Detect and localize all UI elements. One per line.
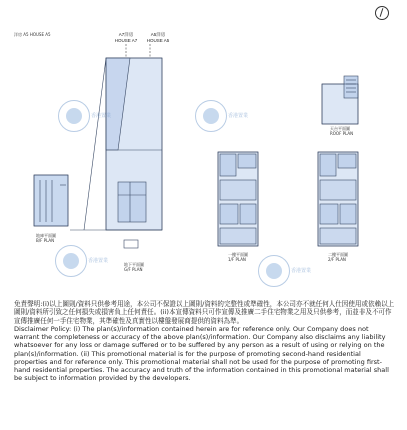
house-a5-tag: [140, 32, 176, 43]
f2-plan-label-zh: 二樓平面圖: [328, 252, 348, 257]
house-a7-zh: A7洋房: [118, 32, 134, 37]
bf-plan-label-en: B/F PLAN: [36, 238, 55, 243]
basement-plan: [34, 175, 68, 226]
f2-plan-label-en: 2/F PLAN: [328, 257, 346, 262]
roof-plan-label: [330, 126, 353, 136]
disclaimer-block: [14, 300, 396, 383]
gf-plan-label-zh: 地下平面圖: [124, 262, 144, 267]
roof-plan: [322, 76, 358, 124]
f1-plan-label: [228, 252, 248, 262]
roof-plan-label-en: ROOF PLAN: [330, 131, 354, 136]
logo-watermark-icon: [58, 100, 90, 132]
header-title: 洋房 A5 HOUSE A5: [14, 32, 51, 37]
ground-floor-site: [70, 58, 162, 248]
watermark-text: 香港置業: [291, 268, 312, 274]
second-floor-plan: [318, 152, 358, 246]
gf-plan-label: [124, 262, 144, 272]
disclaimer-en: Disclaimer Policy: (i) The plan(s)/information contained herein are for reference only. Our Company does not warrant the completeness or accuracy of the above plan(s)/information. Our Company also disclaims any liability whatsoever for any loss or damage suffered or to be suffered by any person as a result of using or relying on the plan(s)/information. (ii) This promotional material is for the purpose of promoting second-hand residential properties and for reference only. This promotional material shall not be used for the purpose of promoting first-hand residential properties. The accuracy and truth of the information contained in this promotional material shall be subject to information provided by the developers.: [14, 324, 389, 383]
gf-plan-label-en: G/F PLAN: [124, 267, 143, 272]
watermark-text: 香港置業: [88, 258, 109, 264]
disclaimer-zh: 免責聲明:(i)以上圖則/資料只供參考用途，本公司不保證以上圖則/資料的完整性或準確性，本公司亦不就任何人仕因使用或依賴以上圖則/資料所引致之任何損失或損害負上任何責任。(ii)本宣傳資料只可作宣傳及推廣二手住宅物業之用及只供參考，而並非及不可作宣傳推廣任何一手住宅物業，其準確性及真實性以樓盤發展商提供的資料為準。: [14, 300, 395, 325]
first-floor-plan: [218, 152, 258, 246]
house-a5-en: HOUSE A5: [146, 37, 170, 43]
house-a5-zh: A5洋房: [150, 32, 166, 37]
f1-plan-label-zh: 一樓平面圖: [228, 252, 248, 257]
house-divider-lines: [126, 44, 150, 58]
house-a7-en: HOUSE A7: [114, 37, 138, 43]
logo-watermark-icon: [258, 255, 290, 287]
house-a7-tag: [108, 32, 144, 43]
logo-watermark-icon: [195, 100, 227, 132]
f1-plan-label-en: 1/F PLAN: [228, 257, 246, 262]
watermark-text: 香港置業: [91, 113, 112, 119]
bf-plan-label: [36, 233, 56, 243]
bf-plan-label-zh: 地庫平面圖: [36, 233, 56, 238]
roof-plan-label-zh: 天台平面圖: [330, 126, 350, 131]
north-arrow-icon: [375, 6, 389, 20]
watermark-text: 香港置業: [228, 113, 249, 119]
logo-watermark-icon: [55, 245, 87, 277]
f2-plan-label: [328, 252, 348, 262]
